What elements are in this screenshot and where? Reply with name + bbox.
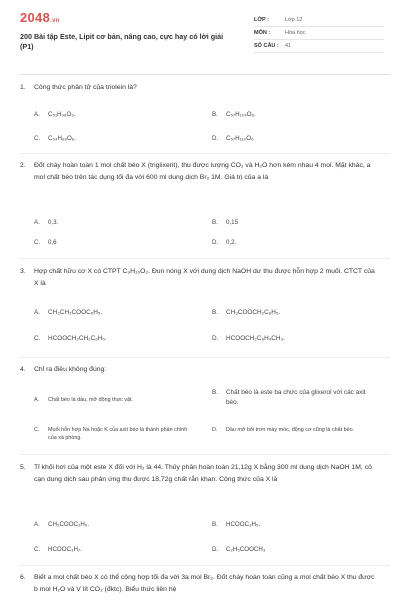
option-d[interactable] — [212, 426, 382, 434]
option-letter: B. — [212, 219, 218, 226]
option-text: 0,15 — [226, 219, 239, 226]
option-text: C₅₄H₉₈O₆. — [48, 135, 77, 142]
meta-value: Lớp 12 — [285, 17, 303, 23]
question-6 — [20, 572, 380, 600]
option-d[interactable] — [212, 334, 382, 344]
option-text: C₅₇H₁₁₀O₆ — [226, 135, 254, 142]
option-letter: D. — [212, 427, 218, 433]
question-number: 6. — [20, 574, 26, 581]
question-3 — [20, 266, 380, 289]
option-letter: D. — [212, 135, 219, 142]
option-letter: A. — [34, 219, 40, 226]
option-c[interactable] — [34, 334, 204, 344]
option-text: CH₃COOC₂H₅. — [48, 521, 90, 528]
option-letter: B. — [212, 389, 219, 396]
option-b[interactable] — [212, 110, 362, 119]
option-letter: C. — [34, 427, 40, 433]
option-a[interactable] — [34, 520, 184, 529]
question-number: 2. — [20, 162, 26, 169]
option-letter: A. — [34, 397, 40, 403]
question-4 — [20, 364, 380, 376]
question-1 — [20, 82, 380, 94]
option-d[interactable] — [212, 545, 362, 554]
option-b[interactable] — [212, 308, 382, 318]
meta-row-subject — [254, 27, 384, 40]
option-text: HCOOCH₂CH₂C₆H₅. — [48, 335, 107, 342]
option-letter: C. — [34, 335, 41, 342]
option-letter: B. — [212, 521, 218, 528]
option-b[interactable] — [212, 520, 362, 529]
option-text: C₅₁H₉₈O₆. — [48, 111, 76, 118]
document-title: 200 Bài tập Este, Lipit cơ bản, nâng cao, cực hay có lời giải (P1) — [20, 32, 224, 51]
option-text: CH₃COOCH₂C₆H₅. — [226, 309, 281, 316]
question-2 — [20, 160, 380, 183]
header-divider — [20, 74, 390, 75]
question-divider — [20, 258, 390, 259]
option-c[interactable] — [34, 545, 184, 554]
question-divider — [20, 153, 390, 154]
question-stem: Chỉ ra điều không đúng: — [34, 366, 107, 373]
question-stem: Tỉ khối hơi của một este X đối với H₂ là 44. Thủy phân hoàn toàn 21,12g X bằng 300 ml dung dịch NaOH 1M, cô cạn dung dịch sau phản ứng thu được 18,72g chất rắn khan. Công thức của X là — [34, 464, 372, 483]
option-text: CH₃CH₂COOC₆H₅. — [48, 309, 103, 316]
logo-suffix: .vn — [50, 18, 60, 24]
option-text: C₅₇H₁₀₄O₆. — [226, 111, 256, 118]
option-text: HCOOC₃H₇. — [48, 546, 82, 553]
option-letter: A. — [34, 521, 40, 528]
question-number: 3. — [20, 268, 26, 275]
option-text: HCOOC₃H₅. — [226, 521, 261, 528]
question-5 — [20, 462, 380, 485]
option-a[interactable] — [34, 110, 184, 119]
meta-label: LỚP : — [254, 17, 269, 23]
meta-row-class — [254, 14, 384, 27]
option-a[interactable] — [34, 396, 194, 404]
option-b[interactable] — [212, 388, 377, 408]
document-header — [0, 0, 400, 72]
option-text: 0,6 — [48, 239, 57, 246]
meta-value: 41 — [285, 43, 292, 49]
option-letter: A. — [34, 309, 41, 316]
option-letter: C. — [34, 546, 41, 553]
option-letter: D. — [212, 335, 219, 342]
option-a[interactable] — [34, 308, 204, 318]
meta-label: MÔN : — [254, 30, 271, 36]
option-c[interactable] — [34, 134, 184, 143]
meta-value: Hóa học — [285, 30, 306, 36]
site-logo[interactable] — [20, 10, 60, 25]
option-c[interactable] — [34, 238, 184, 247]
option-a[interactable] — [34, 218, 184, 227]
option-letter: A. — [34, 111, 40, 118]
option-text: C₂H₅COOCH₃ — [226, 546, 266, 553]
option-letter: B. — [212, 309, 219, 316]
question-stem: Công thức phân tử của triolein là? — [34, 84, 137, 91]
option-letter: B. — [212, 111, 218, 118]
question-divider — [20, 357, 390, 358]
question-number: 1. — [20, 84, 26, 91]
option-b[interactable] — [212, 218, 362, 227]
option-text: Muối hỗn hợp Na hoặc K của axit béo là thành phần chính của xà phòng. — [48, 427, 188, 442]
option-text: HCOOCH₂C₆H₄CH₃. — [226, 335, 285, 342]
question-stem: Đốt cháy hoàn toàn 1 mol chất béo X (triglixerit), thu được lượng CO₂ và H₂O hơn kém nhau 4 mol. Mặt khác, a mol chất béo trên tác dụng tối đa với 600 ml dung dịch Br₂ 1M. Giá trị của a là — [34, 162, 371, 181]
option-text: Chất béo là dầu, mỡ động thực vật. — [48, 397, 134, 403]
question-stem: Hợp chất hữu cơ X có CTPT C₉H₁₀O₂. Đun nóng X với dung dịch NaOH dư thu được hỗn hợp 2 muối. CTCT của X là — [34, 268, 375, 287]
option-text: Chất béo là este ba chức của glixerol với các axit béo. — [226, 389, 366, 406]
logo-text: 2048 — [20, 10, 51, 25]
document-meta — [254, 14, 384, 53]
meta-row-count — [254, 40, 384, 53]
question-number: 4. — [20, 366, 26, 373]
option-text: Dầu mỡ bôi trơn máy móc, động cơ cũng là chất béo. — [226, 427, 355, 433]
question-divider — [20, 454, 390, 455]
option-letter: C. — [34, 135, 41, 142]
option-c[interactable] — [34, 426, 194, 443]
option-text: 0,3. — [48, 219, 59, 226]
question-stem: Biết a mol chất béo X có thể cộng hợp tối đa với 3a mol Br₂. Đốt cháy hoàn toàn cũng a mol chất béo X thu được b mol H₂O và V lít CO₂ (đktc). Biểu thức liên hệ — [34, 574, 375, 593]
option-d[interactable] — [212, 238, 362, 247]
option-letter: D. — [212, 239, 219, 246]
option-letter: C. — [34, 239, 41, 246]
option-d[interactable] — [212, 134, 362, 143]
option-text: 0,2. — [226, 239, 237, 246]
meta-label: SỐ CÂU : — [254, 43, 279, 49]
question-number: 5. — [20, 464, 26, 471]
option-letter: D. — [212, 546, 219, 553]
question-divider — [20, 565, 390, 566]
